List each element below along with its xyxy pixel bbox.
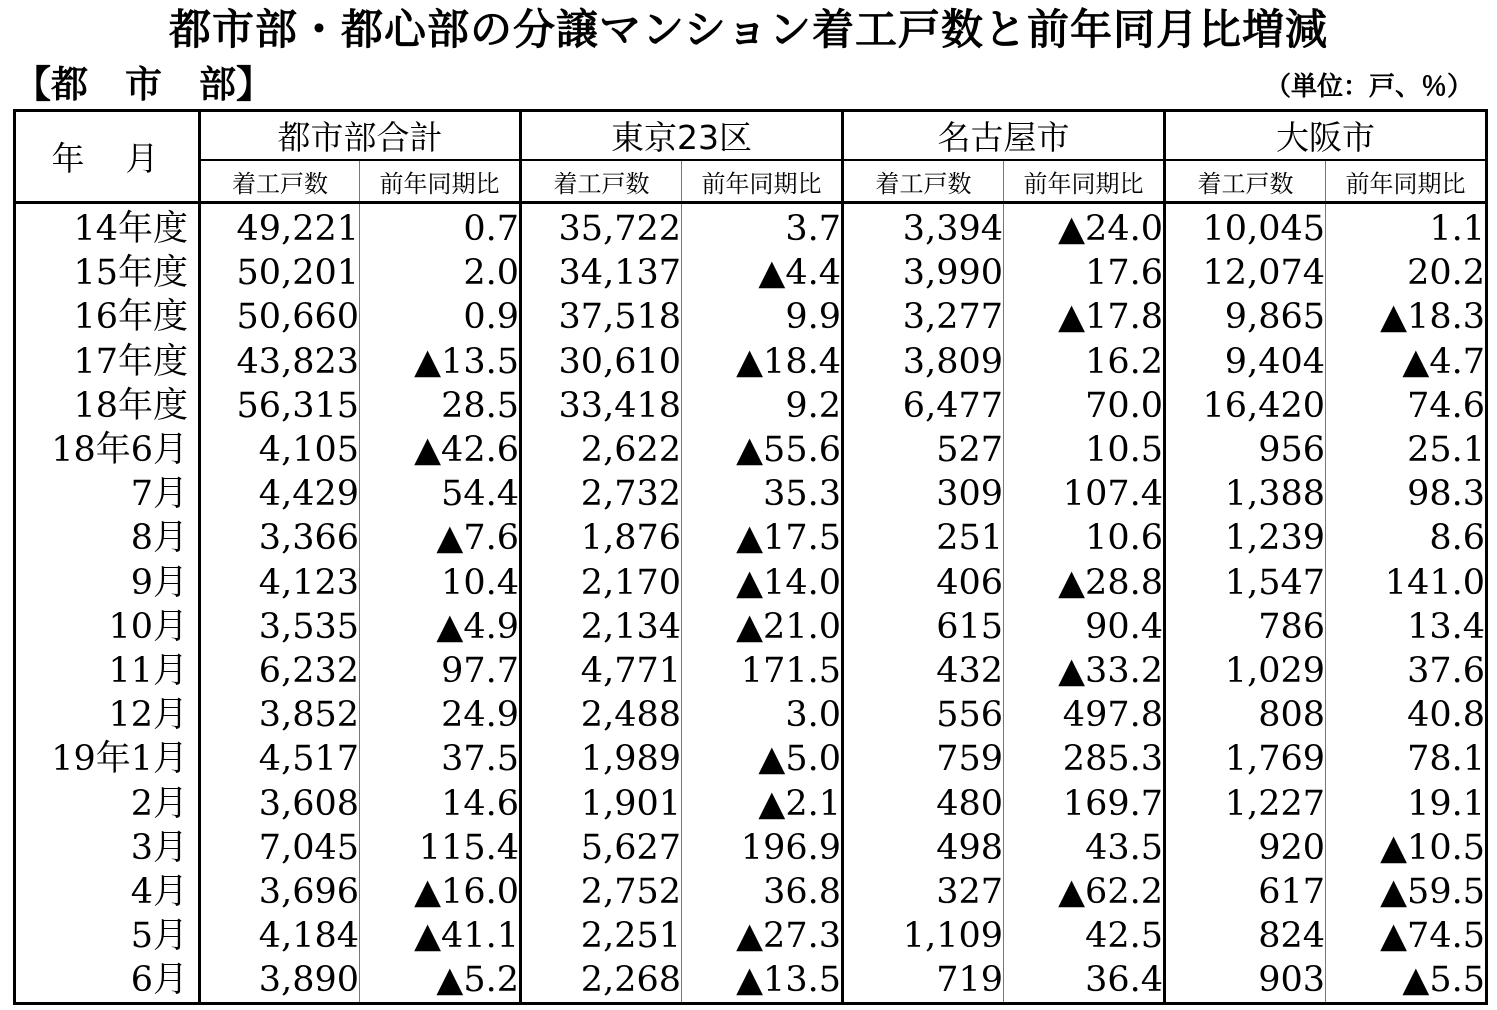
yoy-cell: 40.8 — [1326, 693, 1487, 737]
yoy-cell: 9.9 — [682, 295, 843, 339]
yoy-cell: ▲18.4 — [682, 340, 843, 384]
yoy-cell: 36.4 — [1004, 958, 1165, 1004]
starts-cell: 3,696 — [200, 870, 360, 914]
yoy-cell: 54.4 — [360, 472, 521, 516]
starts-cell: 327 — [843, 870, 1004, 914]
starts-cell: 37,518 — [521, 295, 682, 339]
yoy-cell: 3.0 — [682, 693, 843, 737]
starts-cell: 1,029 — [1165, 649, 1326, 693]
table-row — [15, 516, 1487, 560]
starts-cell: 2,134 — [521, 605, 682, 649]
starts-cell: 50,660 — [200, 295, 360, 339]
yoy-cell: 285.3 — [1004, 737, 1165, 781]
starts-cell: 9,404 — [1165, 340, 1326, 384]
yoy-cell: 10.5 — [1004, 428, 1165, 472]
unit-label: （単位：戸、％） — [1264, 72, 1473, 102]
table-row — [15, 781, 1487, 825]
starts-cell: 2,488 — [521, 693, 682, 737]
yoy-cell: 70.0 — [1004, 384, 1165, 428]
yoy-cell: ▲5.2 — [360, 958, 521, 1004]
table-row — [15, 340, 1487, 384]
table-row — [15, 295, 1487, 339]
starts-cell: 759 — [843, 737, 1004, 781]
yoy-cell: ▲17.8 — [1004, 295, 1165, 339]
table-row — [15, 472, 1487, 516]
yoy-cell: 9.2 — [682, 384, 843, 428]
table-row — [15, 737, 1487, 781]
starts-cell: 920 — [1165, 826, 1326, 870]
yoy-cell: 141.0 — [1326, 561, 1487, 605]
starts-cell: 4,123 — [200, 561, 360, 605]
yoy-cell: 19.1 — [1326, 781, 1487, 825]
yoy-cell: 8.6 — [1326, 516, 1487, 560]
starts-cell: 1,109 — [843, 914, 1004, 958]
yoy-cell: ▲14.0 — [682, 561, 843, 605]
starts-cell: 1,901 — [521, 781, 682, 825]
table-row — [15, 826, 1487, 870]
starts-cell: 432 — [843, 649, 1004, 693]
starts-cell: 719 — [843, 958, 1004, 1004]
starts-cell: 3,394 — [843, 203, 1004, 252]
row-label: 5月 — [130, 916, 188, 957]
yoy-cell: 35.3 — [682, 472, 843, 516]
yoy-cell: ▲55.6 — [682, 428, 843, 472]
starts-cell: 1,989 — [521, 737, 682, 781]
subheader-yoy: 前年同期比 — [360, 160, 521, 203]
starts-cell: 824 — [1165, 914, 1326, 958]
table-row — [15, 693, 1487, 737]
row-label: 7月 — [130, 474, 188, 515]
starts-cell: 2,251 — [521, 914, 682, 958]
subheader-yoy: 前年同期比 — [1004, 160, 1165, 203]
yoy-cell: 98.3 — [1326, 472, 1487, 516]
yoy-cell: 36.8 — [682, 870, 843, 914]
row-label: 12月 — [108, 695, 188, 736]
group-header-nagoya: 名古屋市 — [843, 111, 1165, 161]
group-header-tokyo: 東京23区 — [521, 111, 843, 161]
starts-cell: 5,627 — [521, 826, 682, 870]
yoy-cell: ▲4.4 — [682, 251, 843, 295]
starts-cell: 498 — [843, 826, 1004, 870]
starts-cell: 251 — [843, 516, 1004, 560]
yoy-cell: ▲13.5 — [682, 958, 843, 1004]
header-row-groups — [15, 111, 1487, 161]
yoy-cell: ▲13.5 — [360, 340, 521, 384]
yoy-cell: ▲7.6 — [360, 516, 521, 560]
yoy-cell: ▲18.3 — [1326, 295, 1487, 339]
yoy-cell: 0.7 — [360, 203, 521, 252]
row-label: 18年度 — [73, 385, 188, 426]
yoy-cell: 10.4 — [360, 561, 521, 605]
yoy-cell: ▲42.6 — [360, 428, 521, 472]
yoy-cell: 42.5 — [1004, 914, 1165, 958]
starts-cell: 10,045 — [1165, 203, 1326, 252]
starts-cell: 2,752 — [521, 870, 682, 914]
yoy-cell: 1.1 — [1326, 203, 1487, 252]
yoy-cell: 17.6 — [1004, 251, 1165, 295]
yoy-cell: ▲21.0 — [682, 605, 843, 649]
yoy-cell: ▲17.5 — [682, 516, 843, 560]
starts-cell: 3,366 — [200, 516, 360, 560]
subheader-starts: 着工戸数 — [200, 160, 360, 203]
row-label: 17年度 — [73, 341, 188, 382]
yoy-cell: 74.6 — [1326, 384, 1487, 428]
yoy-cell: 497.8 — [1004, 693, 1165, 737]
yoy-cell: ▲5.5 — [1326, 958, 1487, 1004]
starts-cell: 615 — [843, 605, 1004, 649]
subheader-starts: 着工戸数 — [521, 160, 682, 203]
starts-cell: 1,227 — [1165, 781, 1326, 825]
table-row — [15, 649, 1487, 693]
yoy-cell: ▲59.5 — [1326, 870, 1487, 914]
yoy-cell: ▲2.1 — [682, 781, 843, 825]
yoy-cell: 14.6 — [360, 781, 521, 825]
row-label: 11月 — [108, 650, 188, 691]
row-label: 8月 — [130, 518, 188, 559]
starts-cell: 30,610 — [521, 340, 682, 384]
yoy-cell: 24.9 — [360, 693, 521, 737]
subheader-yoy: 前年同期比 — [1326, 160, 1487, 203]
yoy-cell: 13.4 — [1326, 605, 1487, 649]
starts-cell: 3,608 — [200, 781, 360, 825]
yoy-cell: ▲28.8 — [1004, 561, 1165, 605]
table-row — [15, 203, 1487, 252]
row-label: 19年1月 — [51, 739, 188, 780]
table-row — [15, 870, 1487, 914]
starts-cell: 6,232 — [200, 649, 360, 693]
starts-cell: 786 — [1165, 605, 1326, 649]
row-label: 2月 — [130, 783, 188, 824]
subheader-yoy: 前年同期比 — [682, 160, 843, 203]
yoy-cell: ▲4.7 — [1326, 340, 1487, 384]
row-label: 18年6月 — [51, 430, 188, 471]
yoy-cell: 196.9 — [682, 826, 843, 870]
yoy-cell: 2.0 — [360, 251, 521, 295]
row-label: 14年度 — [73, 209, 188, 250]
group-header-total: 都市部合計 — [200, 111, 521, 161]
starts-cell: 556 — [843, 693, 1004, 737]
yoy-cell: 10.6 — [1004, 516, 1165, 560]
row-label: 10月 — [108, 606, 188, 647]
starts-cell: 6,477 — [843, 384, 1004, 428]
starts-cell: 35,722 — [521, 203, 682, 252]
yoy-cell: 37.5 — [360, 737, 521, 781]
yoy-cell: ▲24.0 — [1004, 203, 1165, 252]
yoy-cell: ▲16.0 — [360, 870, 521, 914]
starts-cell: 808 — [1165, 693, 1326, 737]
starts-cell: 34,137 — [521, 251, 682, 295]
table-row — [15, 384, 1487, 428]
starts-cell: 1,769 — [1165, 737, 1326, 781]
yoy-cell: 115.4 — [360, 826, 521, 870]
yoy-cell: 90.4 — [1004, 605, 1165, 649]
yoy-cell: 16.2 — [1004, 340, 1165, 384]
starts-cell: 2,170 — [521, 561, 682, 605]
row-label: 3月 — [130, 827, 188, 868]
table-row — [15, 605, 1487, 649]
yoy-cell: 169.7 — [1004, 781, 1165, 825]
yoy-cell: 25.1 — [1326, 428, 1487, 472]
starts-cell: 956 — [1165, 428, 1326, 472]
starts-cell: 527 — [843, 428, 1004, 472]
starts-cell: 9,865 — [1165, 295, 1326, 339]
starts-cell: 4,105 — [200, 428, 360, 472]
starts-cell: 3,852 — [200, 693, 360, 737]
group-header-osaka: 大阪市 — [1165, 111, 1487, 161]
starts-cell: 406 — [843, 561, 1004, 605]
starts-cell: 49,221 — [200, 203, 360, 252]
yoy-cell: 78.1 — [1326, 737, 1487, 781]
starts-cell: 2,622 — [521, 428, 682, 472]
row-label: 9月 — [130, 562, 188, 603]
starts-cell: 1,388 — [1165, 472, 1326, 516]
yoy-cell: 43.5 — [1004, 826, 1165, 870]
starts-cell: 1,547 — [1165, 561, 1326, 605]
yoy-cell: ▲4.9 — [360, 605, 521, 649]
row-label: 16年度 — [73, 297, 188, 338]
yoy-cell: 28.5 — [360, 384, 521, 428]
starts-cell: 50,201 — [200, 251, 360, 295]
yoy-cell: 171.5 — [682, 649, 843, 693]
starts-cell: 12,074 — [1165, 251, 1326, 295]
yoy-cell: 0.9 — [360, 295, 521, 339]
table-row — [15, 561, 1487, 605]
yoy-cell: ▲62.2 — [1004, 870, 1165, 914]
subheader-starts: 着工戸数 — [843, 160, 1004, 203]
starts-cell: 309 — [843, 472, 1004, 516]
starts-cell: 33,418 — [521, 384, 682, 428]
starts-cell: 4,429 — [200, 472, 360, 516]
section-label: 【都 市 部】 — [14, 63, 273, 106]
year-month-header: 年 月 — [15, 111, 200, 203]
table-row — [15, 958, 1487, 1004]
yoy-cell: ▲74.5 — [1326, 914, 1487, 958]
starts-cell: 3,990 — [843, 251, 1004, 295]
table-row — [15, 428, 1487, 472]
starts-cell: 4,517 — [200, 737, 360, 781]
subheader-starts: 着工戸数 — [1165, 160, 1326, 203]
row-label: 4月 — [130, 871, 188, 912]
yoy-cell: ▲41.1 — [360, 914, 521, 958]
row-label: 15年度 — [73, 253, 188, 294]
yoy-cell: 97.7 — [360, 649, 521, 693]
yoy-cell: 20.2 — [1326, 251, 1487, 295]
starts-cell: 16,420 — [1165, 384, 1326, 428]
starts-cell: 3,277 — [843, 295, 1004, 339]
starts-cell: 903 — [1165, 958, 1326, 1004]
row-label: 6月 — [130, 960, 188, 1001]
starts-cell: 3,535 — [200, 605, 360, 649]
starts-cell: 2,732 — [521, 472, 682, 516]
header-row-subcolumns — [15, 160, 1487, 203]
starts-cell: 617 — [1165, 870, 1326, 914]
yoy-cell: 107.4 — [1004, 472, 1165, 516]
starts-cell: 480 — [843, 781, 1004, 825]
starts-cell: 4,771 — [521, 649, 682, 693]
yoy-cell: 3.7 — [682, 203, 843, 252]
starts-cell: 1,876 — [521, 516, 682, 560]
page-title: 都市部・都心部の分譲マンション着工戸数と前年同月比増減 — [168, 5, 1329, 54]
yoy-cell: ▲10.5 — [1326, 826, 1487, 870]
table-body — [15, 203, 1487, 1004]
starts-cell: 7,045 — [200, 826, 360, 870]
starts-cell: 4,184 — [200, 914, 360, 958]
starts-cell: 56,315 — [200, 384, 360, 428]
starts-cell: 3,809 — [843, 340, 1004, 384]
table-row — [15, 914, 1487, 958]
starts-cell: 3,890 — [200, 958, 360, 1004]
table-row — [15, 251, 1487, 295]
starts-cell: 43,823 — [200, 340, 360, 384]
yoy-cell: 37.6 — [1326, 649, 1487, 693]
yoy-cell: ▲27.3 — [682, 914, 843, 958]
starts-cell: 2,268 — [521, 958, 682, 1004]
yoy-cell: ▲5.0 — [682, 737, 843, 781]
starts-table — [13, 109, 1488, 1005]
starts-cell: 1,239 — [1165, 516, 1326, 560]
yoy-cell: ▲33.2 — [1004, 649, 1165, 693]
